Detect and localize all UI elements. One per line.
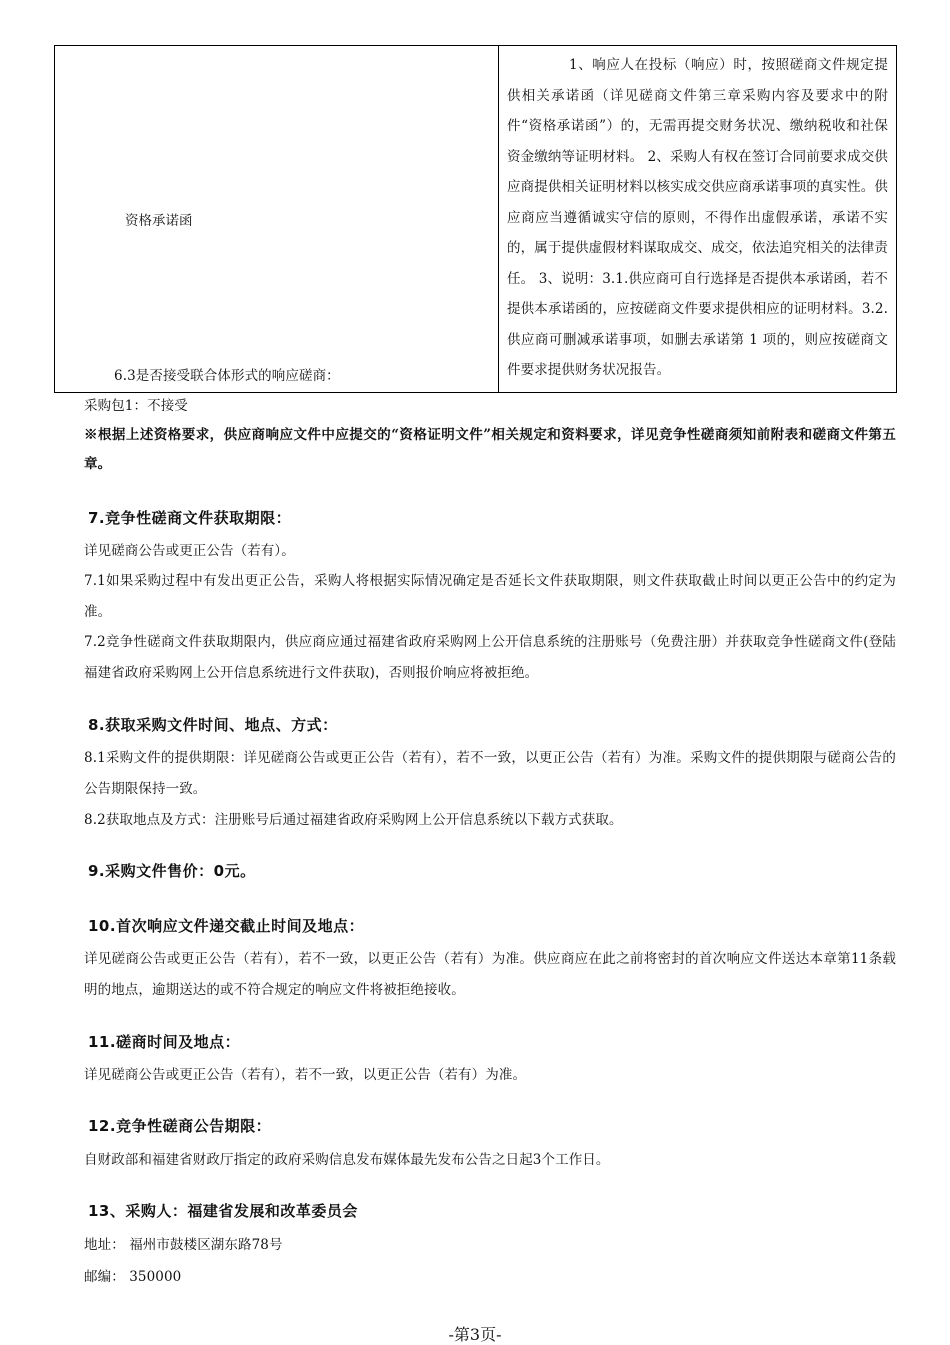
table-content-cell: 1、响应人在投标（响应）时，按照磋商文件规定提供相关承诺函（详见磋商文件第三章采购内容及要求中的附件“资格承诺函”）的，无需再提交财务状况、缴纳税收和社保资金缴纳等证明材料。 2、采购人有权在签订合同前要求成交供应商提供相关证明材料以核实成交供应商承诺事项的真实性。供应商应当遵循诚实守信的原则，不得作出虚假承诺，承诺不实的，属于提供虚假材料谋取成交、成交，依法追究相关的法律责任。 3、说明：3.1.供应商可自行选择是否提供本承诺函，若不提供本承诺函的，应按磋商文件要求提供相应的证明材料。3.2.供应商可删减承诺事项，如删去承诺第 1 项的，则应按磋商文件要求提供财务状况报告。: [499, 46, 897, 393]
section-12-title: 12.竞争性磋商公告期限：: [88, 1117, 272, 1135]
paragraph-8-1: 8.1采购文件的提供期限：详见磋商公告或更正公告（若有），若不一致，以更正公告（若有）为准。采购文件的提供期限与磋商公告的公告期限保持一致。: [84, 750, 896, 797]
paragraph-qualification-note: ※根据上述资格要求，供应商响应文件中应提交的“资格证明文件”相关规定和资料要求，详见竞争性磋商须知前附表和磋商文件第五章。: [84, 427, 896, 472]
paragraph-7: 详见磋商公告或更正公告（若有）。: [84, 543, 295, 559]
section-13-title: 13、采购人：福建省发展和改革委员会: [88, 1202, 358, 1220]
table-label-cell: 资格承诺函: [55, 46, 499, 393]
purchaser-postcode: 邮编： 350000: [84, 1269, 182, 1285]
paragraph-11: 详见磋商公告或更正公告（若有），若不一致，以更正公告（若有）为准。: [84, 1067, 527, 1083]
paragraph-12: 自财政部和福建省财政厅指定的政府采购信息发布媒体最先发布公告之日起3个工作日。: [84, 1152, 610, 1168]
section-8-title: 8.获取采购文件时间、地点、方式：: [88, 716, 338, 734]
table-row: [55, 46, 897, 393]
paragraph-10: 详见磋商公告或更正公告（若有），若不一致，以更正公告（若有）为准。供应商应在此之前将密封的首次响应文件送达本章第11条载明的地点，逾期送达的或不符合规定的响应文件将被拒绝接收。: [84, 951, 896, 998]
page-number: -第3页-: [448, 1325, 502, 1344]
section-10-title: 10.首次响应文件递交截止时间及地点：: [88, 917, 365, 935]
paragraph-6-3: 6.3是否接受联合体形式的响应磋商：: [114, 368, 340, 384]
paragraph-8-2: 8.2获取地点及方式：注册账号后通过福建省政府采购网上公开信息系统以下载方式获取。: [84, 812, 623, 828]
paragraph-6-3-package: 采购包1：不接受: [84, 398, 188, 414]
paragraph-7-2: 7.2竞争性磋商文件获取期限内，供应商应通过福建省政府采购网上公开信息系统的注册账号（免费注册）并获取竞争性磋商文件(登陆福建省政府采购网上公开信息系统进行文件获取)，否则报价响应将被拒绝。: [84, 634, 896, 681]
qualification-table: [54, 45, 897, 393]
section-11-title: 11.磋商时间及地点：: [88, 1033, 241, 1051]
paragraph-7-1: 7.1如果采购过程中有发出更正公告，采购人将根据实际情况确定是否延长文件获取期限，则文件获取截止时间以更正公告中的约定为准。: [84, 573, 896, 620]
purchaser-address: 地址： 福州市鼓楼区湖东路78号: [84, 1237, 283, 1253]
section-7-title: 7.竞争性磋商文件获取期限：: [88, 509, 292, 527]
section-9-title: 9.采购文件售价：0元。: [88, 862, 256, 880]
